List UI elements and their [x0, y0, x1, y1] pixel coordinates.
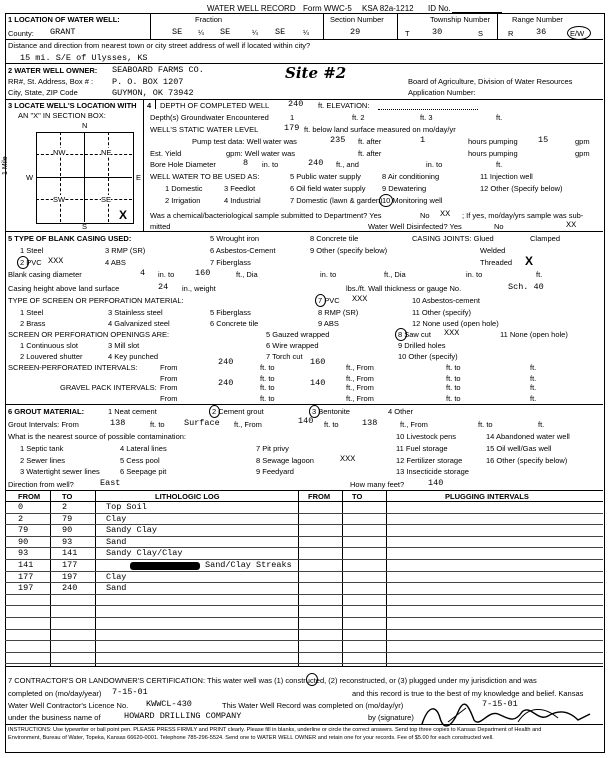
- redaction-mark: [130, 562, 200, 570]
- record-date[interactable]: 7-15-01: [482, 699, 518, 709]
- county-label: County:: [8, 29, 34, 38]
- threaded-x-mark[interactable]: X: [525, 254, 534, 268]
- ew-choice[interactable]: E/W: [570, 29, 585, 38]
- log-row-from[interactable]: 177: [18, 572, 34, 582]
- log-row-description[interactable]: Clay: [106, 572, 127, 582]
- log-row-description[interactable]: Top Soil: [106, 502, 147, 512]
- address-value[interactable]: P. O. BOX 1207: [112, 77, 184, 87]
- opening-sawcut-selected[interactable]: 8 Saw cut: [398, 330, 431, 339]
- grout-from2-value[interactable]: 140: [298, 416, 314, 426]
- screen-to-value[interactable]: 160: [310, 357, 326, 367]
- log-header-from: FROM: [18, 492, 41, 501]
- log-row-from[interactable]: 0: [18, 502, 24, 512]
- site-handwritten: Site #2: [285, 64, 347, 82]
- screen-pvc-selected[interactable]: 7 PVC: [318, 296, 340, 305]
- owner-value[interactable]: SEABOARD FARMS CO.: [112, 65, 204, 75]
- instructions-1: INSTRUCTIONS: Use typewriter or ball point pen. PLEASE PRESS FIRMLY and PRINT clearly. Please fill in blanks, underline or circle the correct answers. Send top three copies to Kansas Department of Health and: [8, 727, 542, 733]
- gravel-to-value[interactable]: 140: [310, 378, 326, 388]
- log-row-to[interactable]: 2: [62, 502, 68, 512]
- log-header-from2: FROM: [308, 492, 331, 501]
- log-row-from[interactable]: 90: [18, 537, 29, 547]
- log-row-description[interactable]: Sandy Clay: [106, 525, 158, 535]
- static-level-value[interactable]: 179: [284, 123, 300, 133]
- form-title: WATER WELL RECORD: [207, 4, 296, 13]
- gravel-from-value[interactable]: 240: [218, 378, 234, 388]
- pump-level-value[interactable]: 235: [330, 135, 346, 145]
- range-label: Range Number: [512, 15, 563, 24]
- fraction-2[interactable]: SE: [220, 27, 231, 37]
- log-row-description[interactable]: Sand: [106, 583, 127, 593]
- range-value[interactable]: 36: [536, 27, 547, 37]
- lagoon-value[interactable]: XXX: [340, 454, 356, 464]
- section-label: Section Number: [330, 15, 384, 24]
- grout-bentonite-selected[interactable]: 3 Bentonite: [312, 407, 350, 416]
- bore-diameter-value[interactable]: 8: [243, 158, 249, 168]
- s2-label: 2 WATER WELL OWNER:: [8, 66, 98, 75]
- pump-gpm-value[interactable]: 15: [538, 135, 549, 145]
- log-row-to[interactable]: 177: [62, 560, 78, 570]
- log-row-description[interactable]: Sand: [106, 537, 127, 547]
- county-value[interactable]: GRANT: [50, 27, 76, 37]
- log-row-to[interactable]: 240: [62, 583, 78, 593]
- log-header-litho: LITHOLOGIC LOG: [155, 492, 220, 501]
- log-row-description[interactable]: Sand/Clay Streaks: [205, 560, 292, 570]
- distance-label: Distance and direction from nearest town or city street address of well if located within city?: [8, 41, 311, 50]
- direction-value[interactable]: East: [100, 478, 121, 488]
- wall-gauge-value[interactable]: Sch. 40: [508, 282, 544, 292]
- log-row-to[interactable]: 79: [62, 514, 73, 524]
- township-label: Township Number: [430, 15, 491, 24]
- fraction-1[interactable]: SE: [172, 27, 183, 37]
- log-row-from[interactable]: 141: [18, 560, 34, 570]
- pump-hours-value[interactable]: 1: [420, 135, 426, 145]
- bore-depth-value[interactable]: 240: [308, 158, 324, 168]
- s5-label: 5 TYPE OF BLANK CASING USED:: [8, 234, 132, 243]
- use-monitoring-selected[interactable]: 10 Monitoring well: [382, 196, 443, 205]
- log-header-to: TO: [62, 492, 73, 501]
- grout-to-value[interactable]: Surface: [184, 418, 220, 428]
- location-x-mark[interactable]: X: [119, 208, 128, 222]
- log-row-from[interactable]: 197: [18, 583, 34, 593]
- log-row-from[interactable]: 2: [18, 514, 24, 524]
- distance-value[interactable]: 15 mi. S/E of Ulysses, KS: [20, 53, 148, 63]
- instructions-2: Environment, Bureau of Water, Topeka, Kansas 66620-0001. Telephone 785-296-5524. Send one to WATER WELL OWNER and retain one for your records. Fee of $5.00 for each constructed well.: [8, 735, 494, 741]
- certification-text: 7 CONTRACTOR'S OR LANDOWNER'S CERTIFICATION: This water well was (1) constructed, (2) reconstructed, or (3) plugged under my jurisdiction and was: [8, 676, 537, 685]
- business-name[interactable]: HOWARD DRILLING COMPANY: [124, 711, 242, 721]
- log-row-to[interactable]: 93: [62, 537, 73, 547]
- screen-from-value[interactable]: 240: [218, 357, 234, 367]
- log-header-to2: TO: [352, 492, 363, 501]
- log-row-from[interactable]: 93: [18, 548, 29, 558]
- casing-height-value[interactable]: 24: [158, 282, 169, 292]
- township-value[interactable]: 30: [432, 27, 443, 37]
- section-value[interactable]: 29: [350, 27, 361, 37]
- id-label: ID No.: [428, 4, 451, 13]
- form-number: Form WWC-5: [303, 4, 352, 13]
- grout-cement-selected[interactable]: 2 Cement grout: [212, 407, 264, 416]
- log-row-from[interactable]: 79: [18, 525, 29, 535]
- disinfected-no[interactable]: XX: [566, 220, 577, 230]
- feet-value[interactable]: 140: [428, 478, 444, 488]
- log-row-to[interactable]: 90: [62, 525, 73, 535]
- log-row-to[interactable]: 141: [62, 548, 78, 558]
- log-row-description[interactable]: Clay: [106, 514, 127, 524]
- log-row-description[interactable]: Sandy Clay/Clay: [106, 548, 183, 558]
- fraction-3[interactable]: SE: [275, 27, 286, 37]
- constructed-circle: [306, 673, 318, 686]
- licence-number[interactable]: KWWCL-430: [146, 699, 192, 709]
- casing-diameter-value[interactable]: 4: [140, 268, 146, 278]
- log-row-to[interactable]: 197: [62, 572, 78, 582]
- s1-label: 1 LOCATION OF WATER WELL:: [8, 15, 120, 24]
- s3-label: 3 LOCATE WELL'S LOCATION WITH: [8, 101, 137, 110]
- chem-sample-no[interactable]: XX: [440, 209, 451, 219]
- city-value[interactable]: GUYMON, OK 73942: [112, 88, 194, 98]
- casing-pvc-selected[interactable]: 2 PVC: [20, 258, 42, 267]
- s6-label: 6 GROUT MATERIAL:: [8, 407, 85, 416]
- fraction-label: Fraction: [195, 15, 223, 24]
- log-header-plugging: PLUGGING INTERVALS: [445, 492, 529, 501]
- grout-from-value[interactable]: 138: [110, 418, 126, 428]
- grout-to2-value[interactable]: 138: [362, 418, 378, 428]
- depth-value[interactable]: 240: [288, 99, 304, 109]
- signature: [418, 700, 596, 730]
- casing-depth-value[interactable]: 160: [195, 268, 211, 278]
- ksa-number: KSA 82a-1212: [362, 4, 414, 13]
- completed-date[interactable]: 7-15-01: [112, 687, 148, 697]
